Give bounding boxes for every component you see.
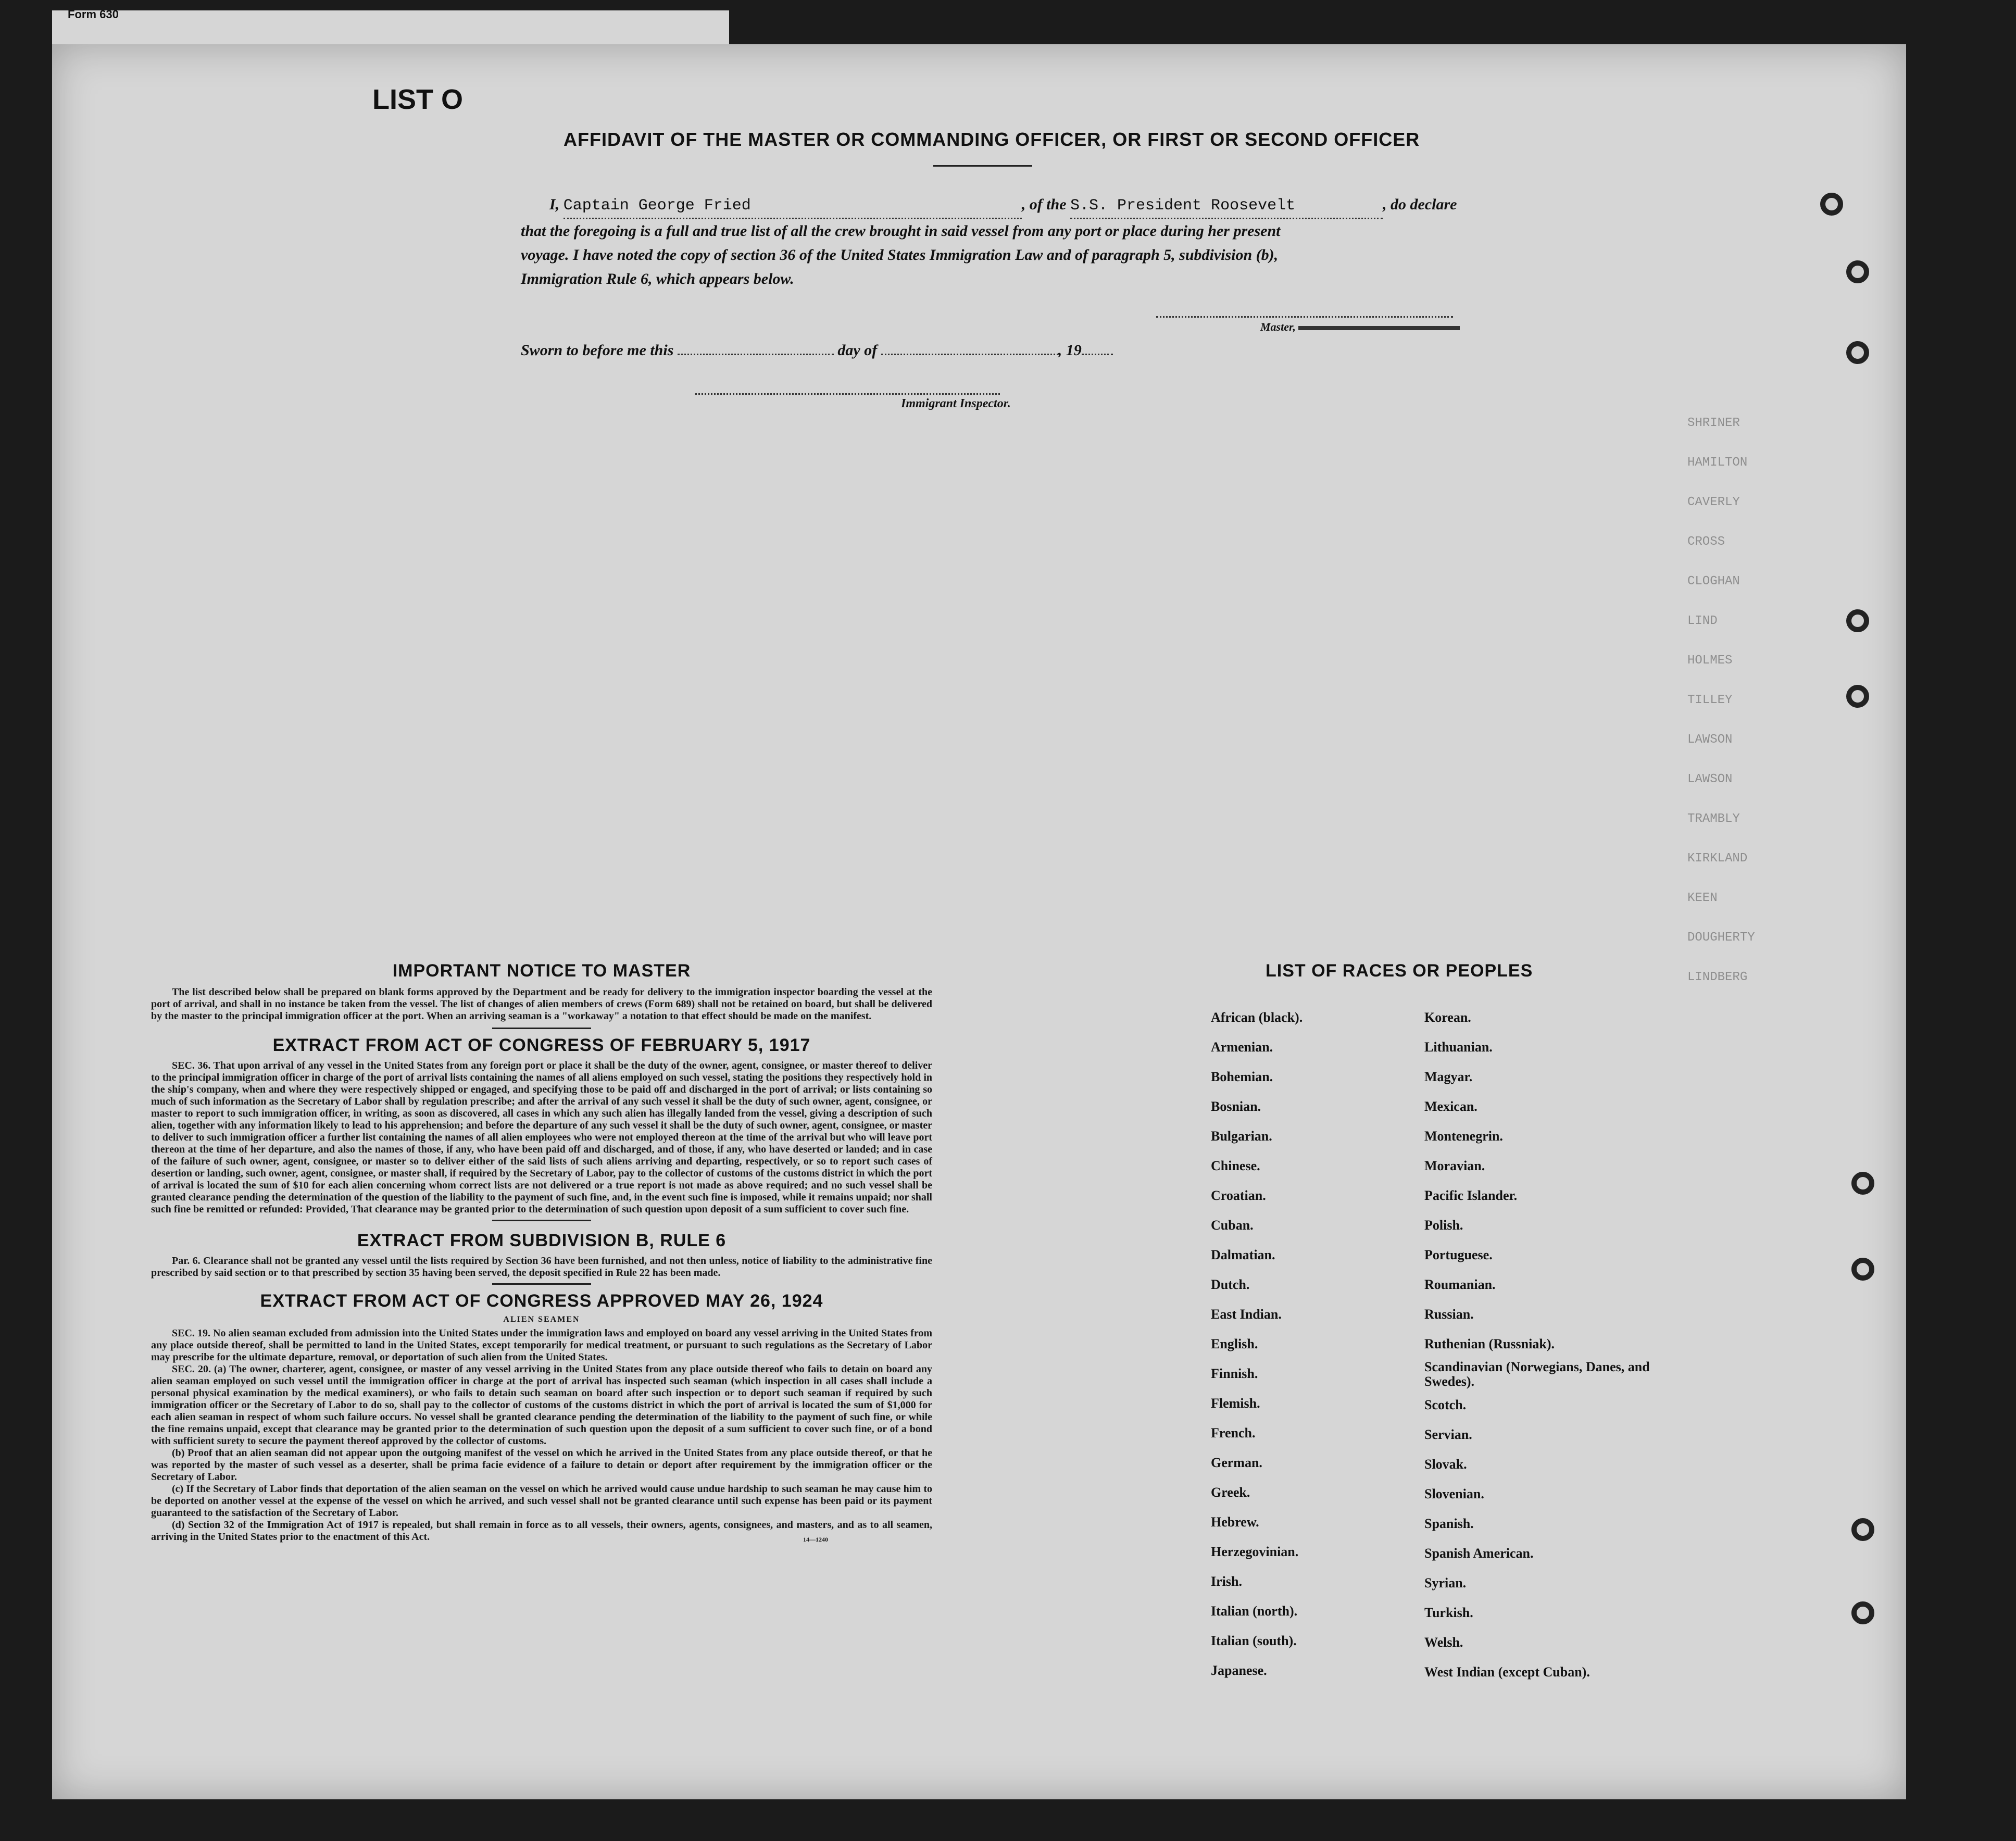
race-item: Chinese.	[1211, 1158, 1260, 1173]
race-item: Croatian.	[1211, 1188, 1266, 1203]
decl-line2: that the foregoing is a full and true list of all the crew brought in said vessel from any port or place during her present	[521, 222, 1281, 240]
race-item: Montenegrin.	[1424, 1129, 1503, 1144]
left-column	[151, 961, 932, 1546]
decl-line4: Immigration Rule 6, which appears below.	[521, 270, 794, 287]
extract-1917-text: SEC. 36. That upon arrival of any vessel in the United States from any foreign port or place it shall be the duty of the owner, agent, consignee, or master thereof to deliver to the principal immigration officer in charge of the port of arrival lists containing the names of all aliens employed on such vessel, stating the positions they respectively hold in the ship's company, when and where they were respectively shipped or engaged, and specifying those to be paid off and discharged in the port of arrival; or lists containing so much of such information as the Secretary of Labor shall by regulation prescribe; and after the arrival of any such vessel it shall be the duty of such owner, agent, consignee, or master to report to such immigration officer, in writing, as soon as discovered, all cases in which any such alien has illegally landed from the vessel, giving a description of such alien, together with any information likely to lead to his apprehension; and before the departure of any such vessel it shall be the duty of such owner, agent, consignee, or master to deliver to such immigration officer a further list containing the names of all alien employees who were not employed thereon at the time of the arrival but who will leave port thereon at the time of her departure, and also the names of those, if any, who have been paid off and discharged, and of those, if any, who have deserted or landed; and in case of the failure of such owner, agent, consignee, or master so to deliver either of the said lists of such aliens arriving and departing, respectively, or so to report such cases of desertion or landing, such owner, agent, consignee, or master shall, if required by the Secretary of Labor, pay to the collector of customs of the customs district in which the port of arrival is located the sum of $10 for each alien concerning whom correct lists are not delivered or a true report is not made as above required; and no such vessel shall be granted clearance pending the determination of the question of the liability to the payment of such fine, and, in the event such fine is imposed, while it remains unpaid; nor shall such fine be remitted or refunded: Provided, That clearance may be granted prior to the determination of such question upon deposit of a sum sufficient to cover such fine.	[151, 1060, 932, 1215]
race-item: Magyar.	[1424, 1069, 1473, 1084]
sworn-label: Sworn to before me this	[521, 342, 674, 359]
notice-text: The list described below shall be prepared on blank forms approved by the Department and be ready for delivery to the immigration inspector boarding the vessel at the port of arrival, and shall in no instance be taken from the vessel. The list of changes of alien members of crews (Form 689) shall not be retained on board, but shall be delivered by the master to the principal immigration officer at the port. When an arriving seaman is a "workaway" a notation to that effect should be made on the manifest.	[151, 986, 932, 1022]
race-item: Slovenian.	[1424, 1486, 1484, 1501]
race-item: Herzegovinian.	[1211, 1544, 1299, 1559]
race-item: Japanese.	[1211, 1663, 1267, 1678]
master-label: Master,	[1260, 320, 1296, 333]
race-item: Spanish.	[1424, 1516, 1474, 1531]
race-item: Italian (north).	[1211, 1604, 1298, 1619]
race-item: Cuban.	[1211, 1218, 1254, 1233]
race-item: Scandinavian (Norwegians, Danes, and Swedes).	[1424, 1359, 1650, 1389]
race-item: Servian.	[1424, 1427, 1472, 1442]
rule6-heading: EXTRACT FROM SUBDIVISION B, RULE 6	[357, 1231, 727, 1250]
race-item: Finnish.	[1211, 1366, 1258, 1381]
inspector-label: Immigrant Inspector.	[901, 397, 1011, 410]
affidavit-rule	[933, 165, 1032, 167]
declaration	[521, 193, 1565, 291]
header-fragment: LIST O	[372, 84, 463, 115]
race-item: Dutch.	[1211, 1277, 1250, 1292]
race-item: Korean.	[1424, 1010, 1471, 1025]
decl-do-declare: , do declare	[1383, 196, 1457, 213]
day-of-label: day of	[837, 342, 878, 359]
punch-hole	[1851, 1258, 1874, 1281]
notice-heading: IMPORTANT NOTICE TO MASTER	[392, 961, 691, 981]
sec20a-text: SEC. 20. (a) The owner, charterer, agent, consignee, or master of any vessel arriving in the United States from any place outside thereof who fails to detain on board any alien seaman employed on such vessel until the immigration officer in charge at the port of arrival has inspected such seaman (which inspection in all cases shall include a personal physical examination by the medical examiners), or who fails to detain such seaman on board after such inspection or to deport such seaman if required by such immigration officer or the Secretary of Labor to do so, shall pay to the collector of customs of the customs district in which the port of arrival is located the sum of $1,000 for each alien seaman in respect of whom such failure occurs. No vessel shall be granted clearance pending the determination of the liability to the payment of such fine, or while the fine remains unpaid, except that clearance may be granted prior to the determination of such question upon the deposit of a sum sufficient to cover such fine, or of a bond with sufficient surety to secure the payment thereof approved by the collector of customs.	[151, 1363, 932, 1447]
extract-1924-heading: EXTRACT FROM ACT OF CONGRESS APPROVED MAY 26, 1924	[260, 1291, 823, 1311]
bleed-through-column: SHRINER HAMILTON CAVERLY CROSS CLOGHAN LIND HOLMES TILLEY LAWSON LAWSON TRAMBLY KIRKLAND KEEN DOUGHERTY LINDBERG	[1687, 416, 1755, 984]
race-item: German.	[1211, 1455, 1262, 1470]
punch-hole	[1846, 685, 1869, 708]
race-item: Italian (south).	[1211, 1633, 1297, 1648]
races-column-2	[1424, 1003, 1669, 1687]
punch-hole	[1851, 1172, 1874, 1195]
races-column-1	[1211, 1003, 1409, 1685]
race-item: Bohemian.	[1211, 1069, 1273, 1084]
race-item: Syrian.	[1424, 1575, 1467, 1590]
race-item: Spanish American.	[1424, 1546, 1534, 1561]
vessel-name: S.S. President Roosevelt	[1070, 197, 1296, 215]
sworn-day-field	[678, 354, 834, 355]
print-code: 14—1240	[803, 1536, 828, 1543]
race-item: African (black).	[1211, 1010, 1303, 1025]
punch-hole	[1851, 1518, 1874, 1541]
master-name-field	[564, 194, 1022, 219]
race-item: French.	[1211, 1425, 1256, 1441]
race-item: West Indian (except Cuban).	[1424, 1664, 1590, 1680]
race-item: Ruthenian (Russniak).	[1424, 1336, 1555, 1351]
race-item: Welsh.	[1424, 1635, 1463, 1650]
race-item: Mexican.	[1424, 1099, 1477, 1114]
divider-2	[492, 1220, 591, 1221]
punch-hole	[1851, 1601, 1874, 1624]
year-label: , 19	[1058, 342, 1082, 359]
master-name: Captain George Fried	[563, 197, 751, 215]
race-item: Dalmatian.	[1211, 1247, 1275, 1262]
punch-hole	[1846, 341, 1869, 364]
race-item: East Indian.	[1211, 1307, 1282, 1322]
sec20b-text: (b) Proof that an alien seaman did not appear upon the outgoing manifest of the vessel on which he arrived in the United States from any place outside thereof, or that he was reported by the master of such vessel as a deserter, shall be prima facie evidence of a failure to detain or deport after requirement by the immigration officer or the Secretary of Labor.	[151, 1447, 932, 1483]
race-item: Russian.	[1424, 1307, 1474, 1322]
race-item: Armenian.	[1211, 1040, 1273, 1055]
race-item: Flemish.	[1211, 1396, 1260, 1411]
race-item: English.	[1211, 1336, 1258, 1351]
race-item: Pacific Islander.	[1424, 1188, 1518, 1203]
race-item: Scotch.	[1424, 1397, 1467, 1412]
sworn-line	[521, 339, 1250, 362]
race-item: Portuguese.	[1424, 1247, 1493, 1262]
struck-title	[1298, 326, 1460, 330]
race-item: Irish.	[1211, 1574, 1242, 1589]
affidavit-heading: AFFIDAVIT OF THE MASTER OR COMMANDING OFFICER, OR FIRST OR SECOND OFFICER	[564, 129, 1420, 150]
decl-i: I,	[549, 196, 560, 213]
punch-hole	[1846, 609, 1869, 632]
rule6-text: Par. 6. Clearance shall not be granted any vessel until the lists required by Section 36 have been furnished, and not then unless, notice of liability to the administrative fine prescribed by said section or to that prescribed by section 35 having been served, the deposit specified in Rule 22 has been made.	[151, 1255, 932, 1279]
race-item: Roumanian.	[1424, 1277, 1496, 1292]
race-item: Lithuanian.	[1424, 1040, 1493, 1055]
divider-3	[492, 1283, 591, 1285]
race-item: Hebrew.	[1211, 1514, 1259, 1530]
sec19-text: SEC. 19. No alien seaman excluded from admission into the United States under the immigration laws and employed on board any vessel arriving in the United States from any place outside thereof, shall be permitted to land in the United States, except temporarily for medical treatment, or pursuant to such regulations as the Secretary of Labor may prescribe for the ultimate departure, removal, or deportation of such alien from the United States.	[151, 1327, 932, 1363]
manifest-page	[52, 8, 1906, 1799]
race-item: Bulgarian.	[1211, 1129, 1272, 1144]
sworn-year-field	[1082, 354, 1113, 355]
inspector-signature-line	[695, 393, 1000, 395]
sworn-month-field	[881, 354, 1058, 355]
alien-seamen-subheading: ALIEN SEAMEN	[503, 1315, 580, 1324]
sec20d-text: (d) Section 32 of the Immigration Act of 1917 is repealed, but shall remain in force as to all vessels, their owners, agents, consignees, and masters, and as to all seamen, arriving in the United States prior to the enactment of this Act.	[151, 1519, 932, 1543]
sec20c-text: (c) If the Secretary of Labor finds that deportation of the alien seaman on the vessel on which he arrived would cause undue hardship to such seaman he may cause him to be deported on another vessel at the expense of the vessel on which he arrived, and such vessel shall not be granted clearance until such expense has been paid or its payment guaranteed to the satisfaction of the Secretary of Labor.	[151, 1483, 932, 1519]
decl-of-the: , of the	[1021, 196, 1067, 213]
punch-hole	[1820, 193, 1843, 216]
form-number: Form 630	[68, 8, 119, 21]
race-item: Slovak.	[1424, 1457, 1467, 1472]
decl-line3: voyage. I have noted the copy of section 36 of the United States Immigration Law and of paragraph 5, subdivision (b),	[521, 246, 1279, 264]
punch-hole	[1846, 260, 1869, 283]
vessel-name-field	[1070, 194, 1383, 219]
race-item: Bosnian.	[1211, 1099, 1261, 1114]
race-item: Turkish.	[1424, 1605, 1473, 1620]
divider-1	[492, 1028, 591, 1029]
race-item: Greek.	[1211, 1485, 1250, 1500]
race-item: Polish.	[1424, 1218, 1463, 1233]
extract-1917-heading: EXTRACT FROM ACT OF CONGRESS OF FEBRUARY 5, 1917	[272, 1035, 811, 1055]
race-item: Moravian.	[1424, 1158, 1485, 1173]
races-heading: LIST OF RACES OR PEOPLES	[1266, 961, 1533, 981]
